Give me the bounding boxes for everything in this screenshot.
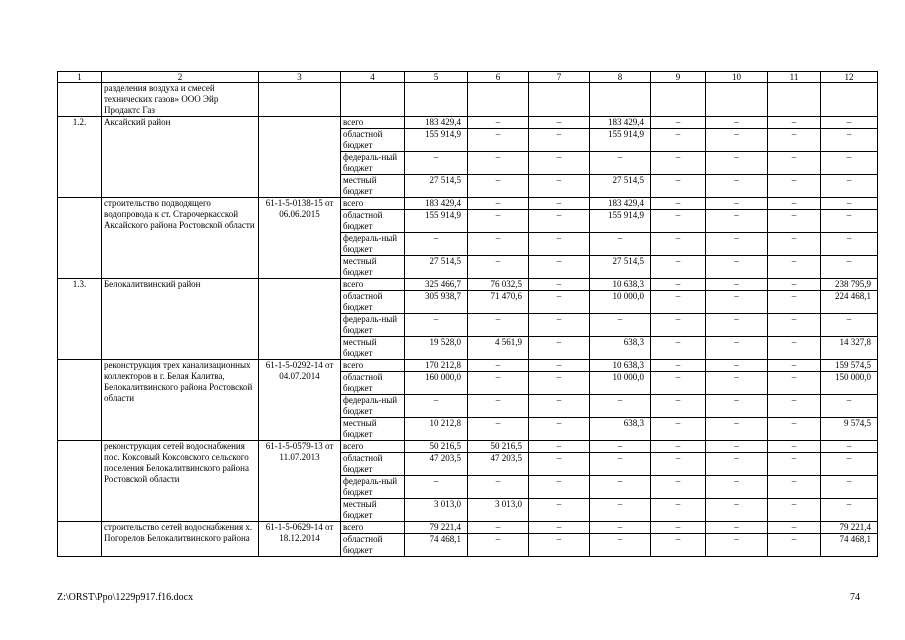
column-header: 4 [341, 72, 405, 83]
value-cell: – [706, 129, 768, 152]
value-cell: – [468, 476, 529, 499]
value-cell: – [768, 256, 821, 279]
value-cell: – [821, 129, 878, 152]
value-cell: 3 013,0 [405, 499, 468, 522]
funding-source: федераль-ный бюджет [341, 395, 405, 418]
value-cell: 9 574,5 [821, 418, 878, 441]
funding-source: всего [341, 198, 405, 210]
table-row [58, 279, 878, 291]
value-cell: – [768, 360, 821, 372]
value-cell: – [529, 499, 590, 522]
value-cell: – [590, 441, 651, 453]
value-cell: 325 466,7 [405, 279, 468, 291]
value-cell: 160 000,0 [405, 372, 468, 395]
value-cell: – [651, 337, 706, 360]
value-cell: – [529, 476, 590, 499]
value-cell: – [821, 233, 878, 256]
document-number: 61-1-5-0579-13 от 11.07.2013 [259, 441, 341, 522]
value-cell: – [768, 175, 821, 198]
value-cell: – [651, 210, 706, 233]
value-cell: – [405, 395, 468, 418]
funding-source: всего [341, 522, 405, 534]
value-cell: – [468, 534, 529, 557]
value-cell: 10 000,0 [590, 372, 651, 395]
value-cell: – [821, 256, 878, 279]
value-cell: – [706, 256, 768, 279]
value-cell: – [706, 476, 768, 499]
table-cell [706, 83, 768, 117]
value-cell: 10 638,3 [590, 360, 651, 372]
value-cell: 159 574,5 [821, 360, 878, 372]
funding-source: всего [341, 360, 405, 372]
value-cell: – [821, 499, 878, 522]
value-cell: – [706, 337, 768, 360]
value-cell: – [706, 499, 768, 522]
column-header: 10 [706, 72, 768, 83]
item-number: 1.3. [58, 279, 102, 360]
value-cell: – [468, 522, 529, 534]
value-cell: – [651, 476, 706, 499]
value-cell: – [590, 499, 651, 522]
value-cell: 155 914,9 [405, 129, 468, 152]
funding-source: всего [341, 279, 405, 291]
funding-source: местный бюджет [341, 175, 405, 198]
value-cell: – [529, 314, 590, 337]
value-cell: 638,3 [590, 337, 651, 360]
column-header: 1 [58, 72, 102, 83]
value-cell: – [706, 418, 768, 441]
value-cell: 155 914,9 [590, 129, 651, 152]
value-cell: – [468, 256, 529, 279]
value-cell: – [768, 291, 821, 314]
item-number [58, 522, 102, 557]
value-cell: – [706, 175, 768, 198]
value-cell: 183 429,4 [405, 198, 468, 210]
value-cell: 155 914,9 [590, 210, 651, 233]
value-cell: – [468, 314, 529, 337]
column-header: 2 [102, 72, 259, 83]
column-header: 6 [468, 72, 529, 83]
value-cell: – [768, 233, 821, 256]
table-row [58, 522, 878, 534]
value-cell: – [821, 314, 878, 337]
document-number: 61-1-5-0138-15 от 06.06.2015 [259, 198, 341, 279]
value-cell: 27 514,5 [590, 175, 651, 198]
value-cell: – [468, 395, 529, 418]
project-name: реконструкция трех канализационных коллекторов в г. Белая Калитва, Белокалитвинского района Ростовской области [102, 360, 259, 441]
table-cell [768, 83, 821, 117]
value-cell: – [651, 418, 706, 441]
header-row [58, 72, 878, 83]
value-cell: – [651, 522, 706, 534]
value-cell: – [706, 534, 768, 557]
funding-source: федераль-ный бюджет [341, 314, 405, 337]
value-cell: – [651, 314, 706, 337]
value-cell: – [529, 233, 590, 256]
value-cell: – [768, 152, 821, 175]
column-header: 7 [529, 72, 590, 83]
value-cell: – [651, 279, 706, 291]
value-cell: – [768, 534, 821, 557]
value-cell: – [768, 210, 821, 233]
value-cell: – [706, 233, 768, 256]
value-cell: – [821, 453, 878, 476]
value-cell: 50 216,5 [468, 441, 529, 453]
project-name: разделения воздуха и смесей технических газов» ООО Эйр Продактс Газ [102, 83, 259, 117]
value-cell: 47 203,5 [468, 453, 529, 476]
funding-source: местный бюджет [341, 256, 405, 279]
value-cell: – [651, 175, 706, 198]
value-cell: – [768, 372, 821, 395]
value-cell: – [821, 476, 878, 499]
value-cell: – [468, 233, 529, 256]
column-header: 12 [821, 72, 878, 83]
budget-table [57, 71, 878, 557]
value-cell: – [529, 256, 590, 279]
table-cell [651, 83, 706, 117]
value-cell: – [768, 198, 821, 210]
value-cell: – [821, 152, 878, 175]
value-cell: 27 514,5 [405, 256, 468, 279]
item-number [58, 441, 102, 522]
value-cell: – [651, 233, 706, 256]
value-cell: – [529, 337, 590, 360]
value-cell: – [651, 453, 706, 476]
value-cell: 305 938,7 [405, 291, 468, 314]
value-cell: – [768, 441, 821, 453]
value-cell: 79 221,4 [405, 522, 468, 534]
table-row [58, 360, 878, 372]
value-cell: – [706, 522, 768, 534]
document-number: 61-1-5-0629-14 от 18.12.2014 [259, 522, 341, 557]
project-name: строительство подводящего водопровода к ст. Старочеркасской Аксайского района Ростовской области [102, 198, 259, 279]
value-cell: 3 013,0 [468, 499, 529, 522]
funding-source: федераль-ный бюджет [341, 476, 405, 499]
table-row [58, 117, 878, 129]
table-cell [405, 83, 468, 117]
funding-source: областной бюджет [341, 210, 405, 233]
table-cell [58, 83, 102, 117]
value-cell: – [468, 210, 529, 233]
value-cell: 183 429,4 [590, 198, 651, 210]
value-cell: 150 000,0 [821, 372, 878, 395]
value-cell: – [529, 441, 590, 453]
funding-source: областной бюджет [341, 129, 405, 152]
footer-file-path: Z:\ORST\Ppo\1229p917.f16.docx [57, 592, 194, 603]
item-number: 1.2. [58, 117, 102, 198]
table-cell [468, 83, 529, 117]
value-cell: – [821, 175, 878, 198]
funding-source: областной бюджет [341, 372, 405, 395]
value-cell: – [468, 175, 529, 198]
value-cell: – [529, 117, 590, 129]
value-cell: – [821, 198, 878, 210]
value-cell: – [651, 360, 706, 372]
value-cell: – [468, 372, 529, 395]
value-cell: 47 203,5 [405, 453, 468, 476]
table-row [58, 441, 878, 453]
value-cell: – [529, 152, 590, 175]
value-cell: – [651, 152, 706, 175]
value-cell: – [768, 522, 821, 534]
value-cell: – [768, 476, 821, 499]
funding-source: местный бюджет [341, 418, 405, 441]
value-cell: – [821, 210, 878, 233]
value-cell: 27 514,5 [405, 175, 468, 198]
value-cell: 76 032,5 [468, 279, 529, 291]
funding-source: местный бюджет [341, 499, 405, 522]
value-cell: 4 561,9 [468, 337, 529, 360]
value-cell: – [529, 534, 590, 557]
value-cell: – [468, 152, 529, 175]
value-cell: – [405, 233, 468, 256]
value-cell: 74 468,1 [405, 534, 468, 557]
value-cell: – [768, 499, 821, 522]
funding-source: всего [341, 441, 405, 453]
value-cell: – [651, 291, 706, 314]
value-cell: – [821, 441, 878, 453]
funding-source: федераль-ный бюджет [341, 233, 405, 256]
value-cell: – [590, 453, 651, 476]
value-cell: 27 514,5 [590, 256, 651, 279]
column-header: 11 [768, 72, 821, 83]
page-number: 74 [850, 592, 860, 603]
value-cell: 183 429,4 [590, 117, 651, 129]
document-number [259, 117, 341, 198]
table-cell [529, 83, 590, 117]
value-cell: – [529, 372, 590, 395]
value-cell: – [706, 372, 768, 395]
value-cell: – [651, 129, 706, 152]
value-cell: – [651, 372, 706, 395]
value-cell: – [468, 360, 529, 372]
value-cell: – [468, 129, 529, 152]
value-cell: – [590, 152, 651, 175]
project-name: реконструкция сетей водоснабжения пос. Коксовый Коксовского сельского поселения Белокалитвинского района Ростовской области [102, 441, 259, 522]
value-cell: – [768, 314, 821, 337]
project-name: Белокалитвинский район [102, 279, 259, 360]
table-row [58, 83, 878, 117]
table-cell [259, 83, 341, 117]
value-cell: – [529, 210, 590, 233]
value-cell: – [529, 453, 590, 476]
value-cell: 224 468,1 [821, 291, 878, 314]
value-cell: – [706, 314, 768, 337]
value-cell: – [706, 117, 768, 129]
value-cell: – [768, 279, 821, 291]
value-cell: 19 528,0 [405, 337, 468, 360]
value-cell: – [651, 499, 706, 522]
value-cell: – [590, 314, 651, 337]
value-cell: – [405, 314, 468, 337]
value-cell: – [706, 152, 768, 175]
value-cell: – [529, 129, 590, 152]
column-header: 5 [405, 72, 468, 83]
value-cell: 50 216,5 [405, 441, 468, 453]
value-cell: – [651, 117, 706, 129]
value-cell: – [529, 279, 590, 291]
value-cell: – [821, 395, 878, 418]
value-cell: – [821, 117, 878, 129]
project-name: строительство сетей водоснабжения х. Погорелов Белокалитвинского района [102, 522, 259, 557]
funding-source: областной бюджет [341, 534, 405, 557]
value-cell: – [768, 418, 821, 441]
value-cell: – [529, 175, 590, 198]
value-cell: – [590, 534, 651, 557]
value-cell: – [529, 522, 590, 534]
value-cell: – [768, 129, 821, 152]
funding-source: федераль-ный бюджет [341, 152, 405, 175]
table-cell [821, 83, 878, 117]
value-cell: – [590, 476, 651, 499]
value-cell: – [405, 152, 468, 175]
value-cell: – [706, 210, 768, 233]
value-cell: – [590, 522, 651, 534]
value-cell: – [768, 453, 821, 476]
value-cell: 155 914,9 [405, 210, 468, 233]
funding-source: местный бюджет [341, 337, 405, 360]
value-cell: – [706, 453, 768, 476]
value-cell: – [529, 418, 590, 441]
value-cell: – [706, 360, 768, 372]
value-cell: – [706, 441, 768, 453]
value-cell: 638,3 [590, 418, 651, 441]
value-cell: 10 212,8 [405, 418, 468, 441]
value-cell: – [768, 395, 821, 418]
value-cell: 14 327,8 [821, 337, 878, 360]
table-cell [590, 83, 651, 117]
value-cell: – [706, 198, 768, 210]
value-cell: – [706, 395, 768, 418]
value-cell: – [706, 279, 768, 291]
value-cell: – [590, 233, 651, 256]
value-cell: – [768, 337, 821, 360]
value-cell: – [529, 395, 590, 418]
value-cell: 79 221,4 [821, 522, 878, 534]
value-cell: – [529, 360, 590, 372]
value-cell: – [706, 291, 768, 314]
document-number: 61-1-5-0292-14 от 04.07.2014 [259, 360, 341, 441]
value-cell: 183 429,4 [405, 117, 468, 129]
value-cell: – [405, 476, 468, 499]
value-cell: – [651, 256, 706, 279]
table-cell [341, 83, 405, 117]
item-number [58, 360, 102, 441]
document-number [259, 279, 341, 360]
funding-source: всего [341, 117, 405, 129]
funding-source: областной бюджет [341, 453, 405, 476]
value-cell: – [529, 291, 590, 314]
value-cell: – [651, 534, 706, 557]
value-cell: 10 638,3 [590, 279, 651, 291]
funding-source: областной бюджет [341, 291, 405, 314]
column-header: 9 [651, 72, 706, 83]
value-cell: – [590, 395, 651, 418]
value-cell: 238 795,9 [821, 279, 878, 291]
table-row [58, 198, 878, 210]
project-name: Аксайский район [102, 117, 259, 198]
value-cell: – [651, 198, 706, 210]
column-header: 3 [259, 72, 341, 83]
value-cell: 170 212,8 [405, 360, 468, 372]
value-cell: 71 470,6 [468, 291, 529, 314]
column-header: 8 [590, 72, 651, 83]
value-cell: – [468, 198, 529, 210]
value-cell: – [651, 395, 706, 418]
item-number [58, 198, 102, 279]
value-cell: 10 000,0 [590, 291, 651, 314]
value-cell: 74 468,1 [821, 534, 878, 557]
value-cell: – [768, 117, 821, 129]
value-cell: – [651, 441, 706, 453]
value-cell: – [468, 117, 529, 129]
value-cell: – [529, 198, 590, 210]
value-cell: – [468, 418, 529, 441]
